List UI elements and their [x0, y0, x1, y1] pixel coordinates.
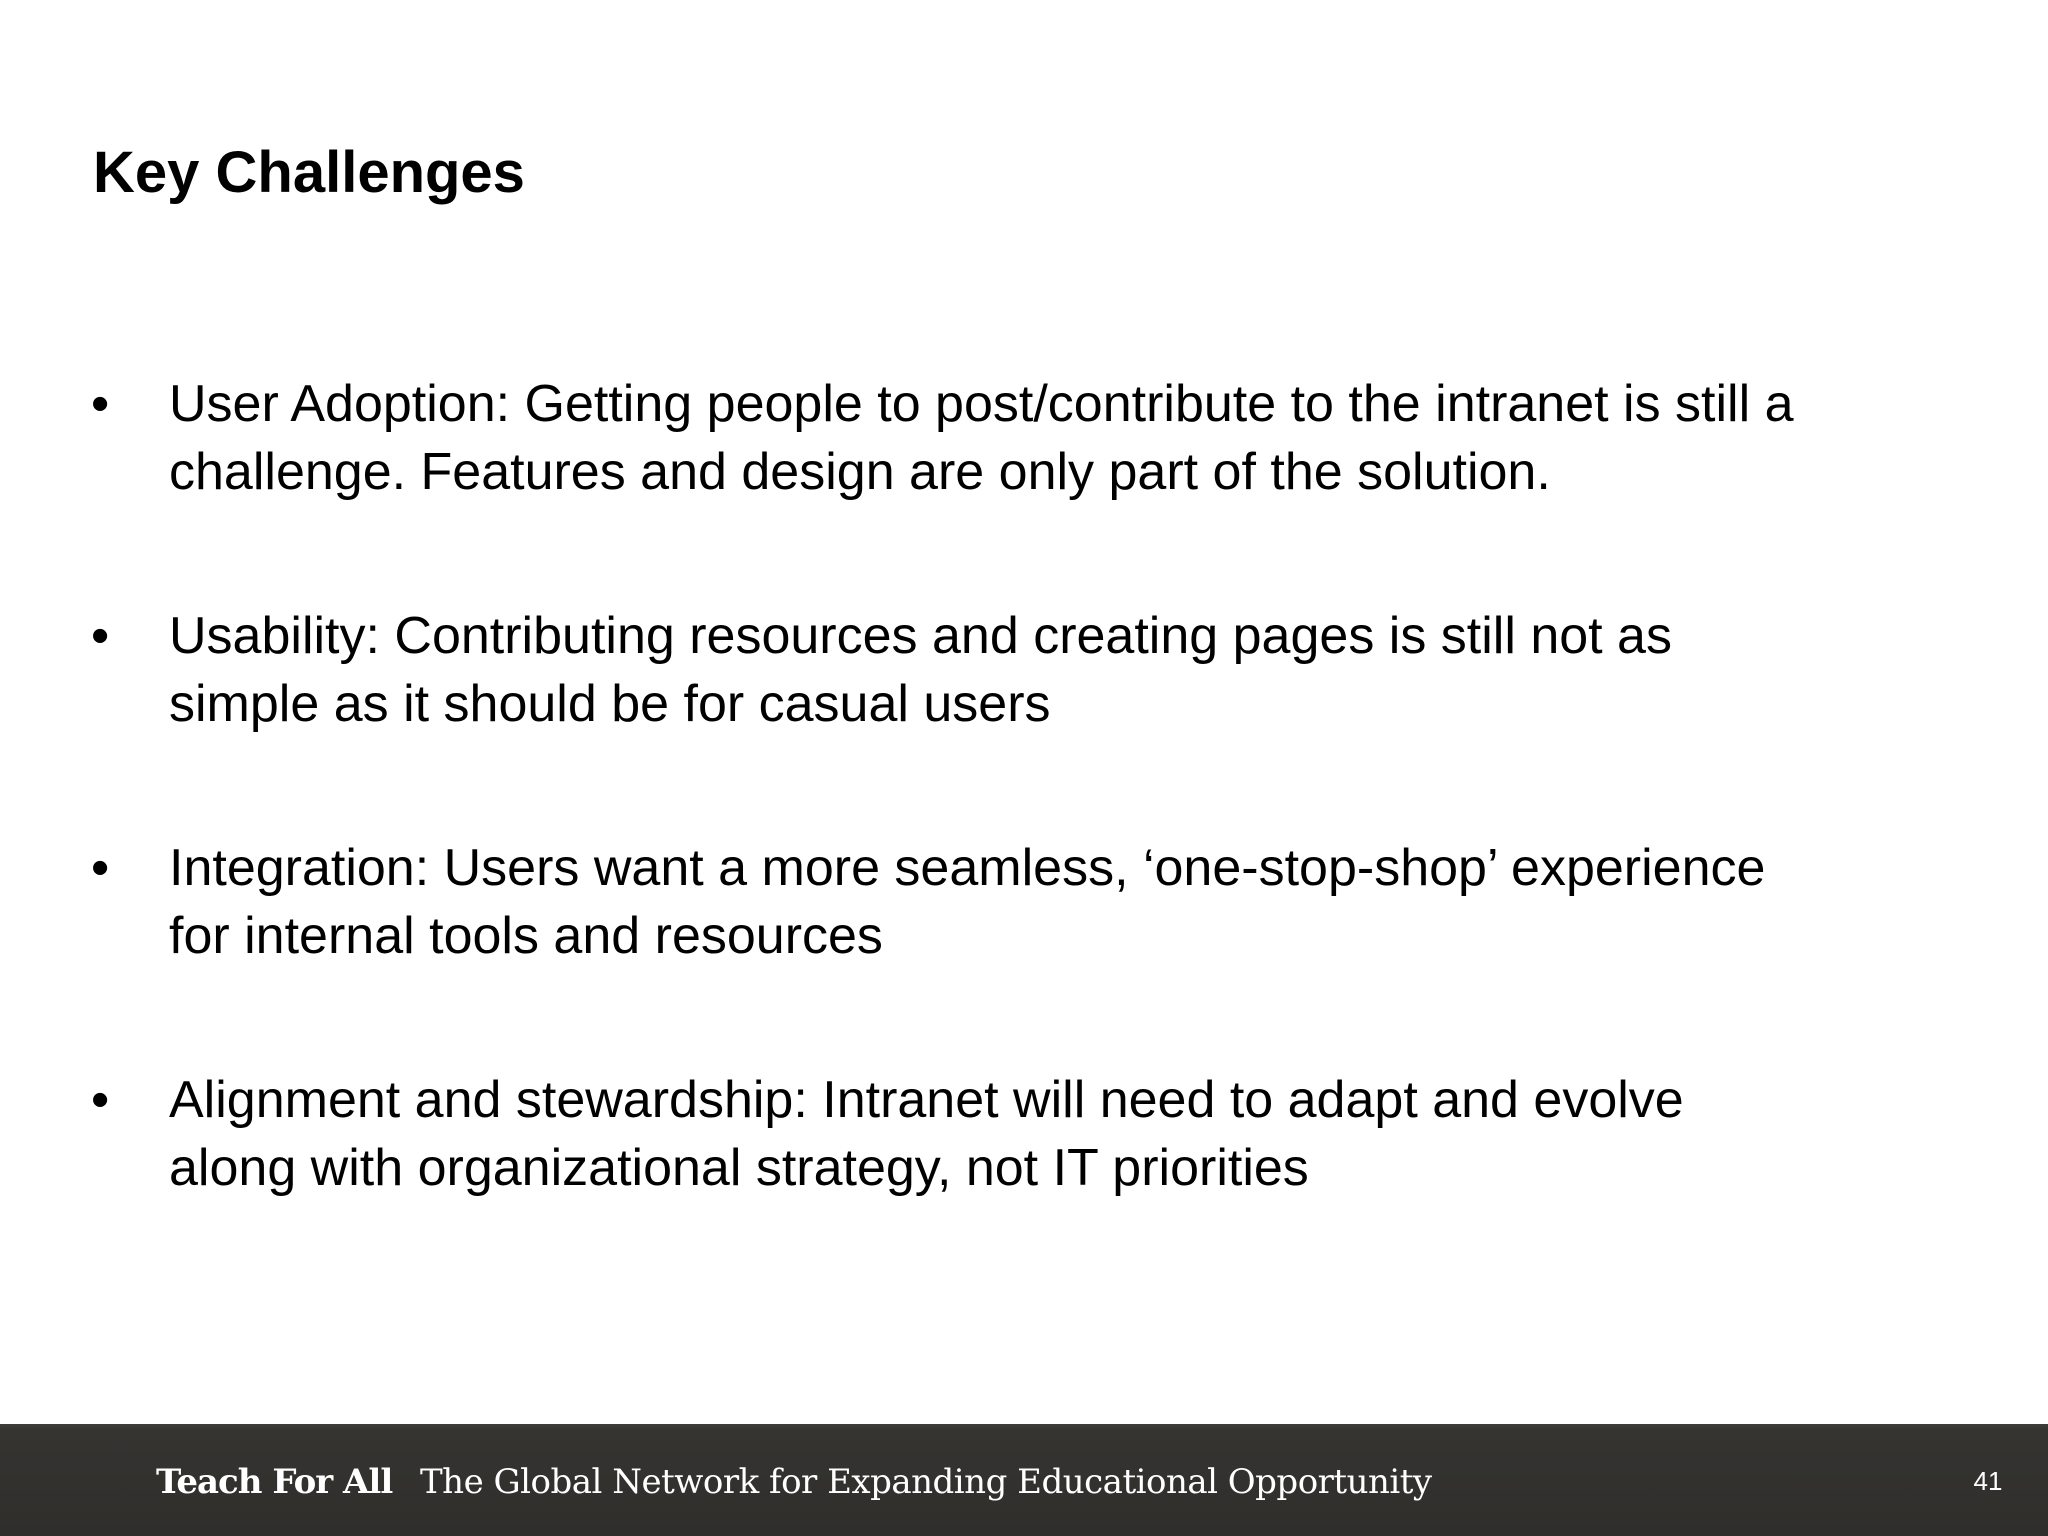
bullet-text [169, 1066, 1989, 1202]
bullet-text [169, 834, 1989, 970]
footer-tagline: The Global Network for Expanding Educational Opportunity [420, 1462, 1432, 1502]
bullet-text [169, 602, 1989, 738]
bullet-line: challenge. Features and design are only part of the solution. [169, 443, 1551, 501]
bullet-line: for internal tools and resources [169, 907, 883, 965]
brand-logo-text: Teach For All [156, 1462, 393, 1502]
page-number: 41 [1973, 1466, 2003, 1496]
bullet-marker: • [91, 607, 110, 665]
bullet-line: along with organizational strategy, not IT priorities [169, 1139, 1309, 1197]
bullet-line: Alignment and stewardship: Intranet will need to adapt and evolve [169, 1071, 1684, 1129]
bullet-marker: • [91, 1071, 110, 1129]
bullet-line: Integration: Users want a more seamless, ‘one-stop-shop’ experience [169, 839, 1766, 897]
bullet-line: simple as it should be for casual users [169, 675, 1051, 733]
footer-bar [0, 1424, 2048, 1536]
bullet-marker: • [91, 375, 110, 433]
bullet-marker: • [91, 839, 110, 897]
bullet-text [169, 370, 1989, 506]
bullet-line: Usability: Contributing resources and creating pages is still not as [169, 607, 1672, 665]
bullet-line: User Adoption: Getting people to post/contribute to the intranet is still a [169, 375, 1794, 433]
slide-title: Key Challenges [93, 140, 525, 205]
